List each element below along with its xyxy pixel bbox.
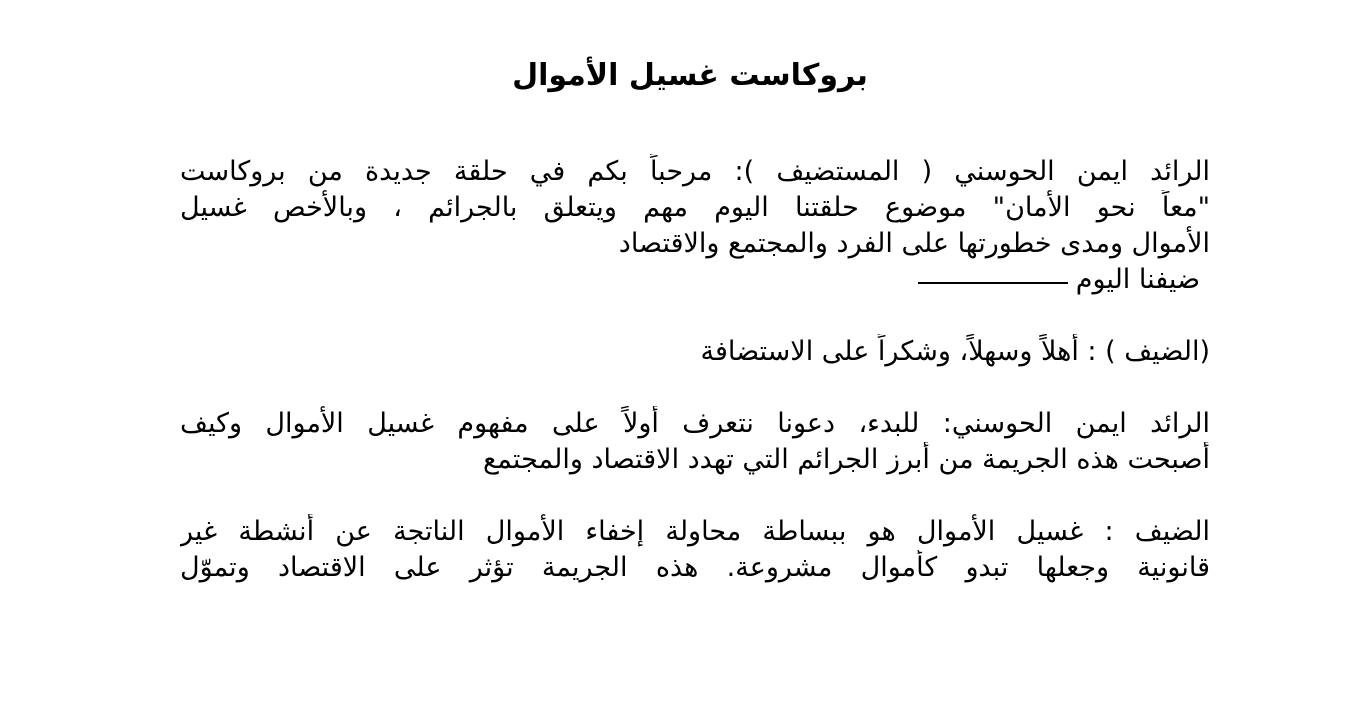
intro-line-3: الأموال ومدى خطورتها على الفرد والمجتمع والاقتصاد — [618, 228, 1210, 259]
paragraph-gap — [180, 370, 1210, 406]
host-question-line-1: الرائد ايمن الحوسني: للبدء، دعونا نتعرف أولاً على مفهوم غسيل الأموال وكيف — [180, 408, 1210, 439]
paragraph-gap — [180, 298, 1210, 334]
document-title: بروكاست غسيل الأموال — [512, 58, 868, 93]
guest-reply-line: (الضيف ) : أهلاً وسهلاً، وشكراً على الاستضافة — [700, 336, 1210, 367]
guest-answer-line-1: الضيف : غسيل الأموال هو ببساطة محاولة إخفاء الأموال الناتجة عن أنشطة غير — [180, 516, 1210, 547]
guest-answer-line-2: قانونية وجعلها تبدو كأموال مشروعة. هذه الجريمة تؤثر على الاقتصاد وتموّل — [180, 552, 1210, 583]
paragraph-gap — [180, 478, 1210, 514]
guest-reply-paragraph — [180, 334, 1210, 370]
intro-line-2: "معاً نحو الأمان" موضوع حلقتنا اليوم مهم ويتعلق بالجرائم ، وبالأخص غسيل — [180, 192, 1210, 223]
intro-line-1: الرائد ايمن الحوسني ( المستضيف ): مرحباً بكم في حلقة جديدة من بروكاست — [180, 156, 1210, 187]
guest-intro-text: ضيفنا اليوم — [1075, 264, 1200, 295]
guest-intro-line — [180, 262, 1210, 298]
host-question-paragraph — [180, 406, 1210, 478]
guest-name-blank — [918, 282, 1068, 284]
document-body — [180, 154, 1210, 586]
host-question-line-2: أصبحت هذه الجريمة من أبرز الجرائم التي تهدد الاقتصاد والمجتمع — [482, 444, 1210, 475]
intro-paragraph — [180, 154, 1210, 298]
guest-answer-paragraph — [180, 514, 1210, 586]
